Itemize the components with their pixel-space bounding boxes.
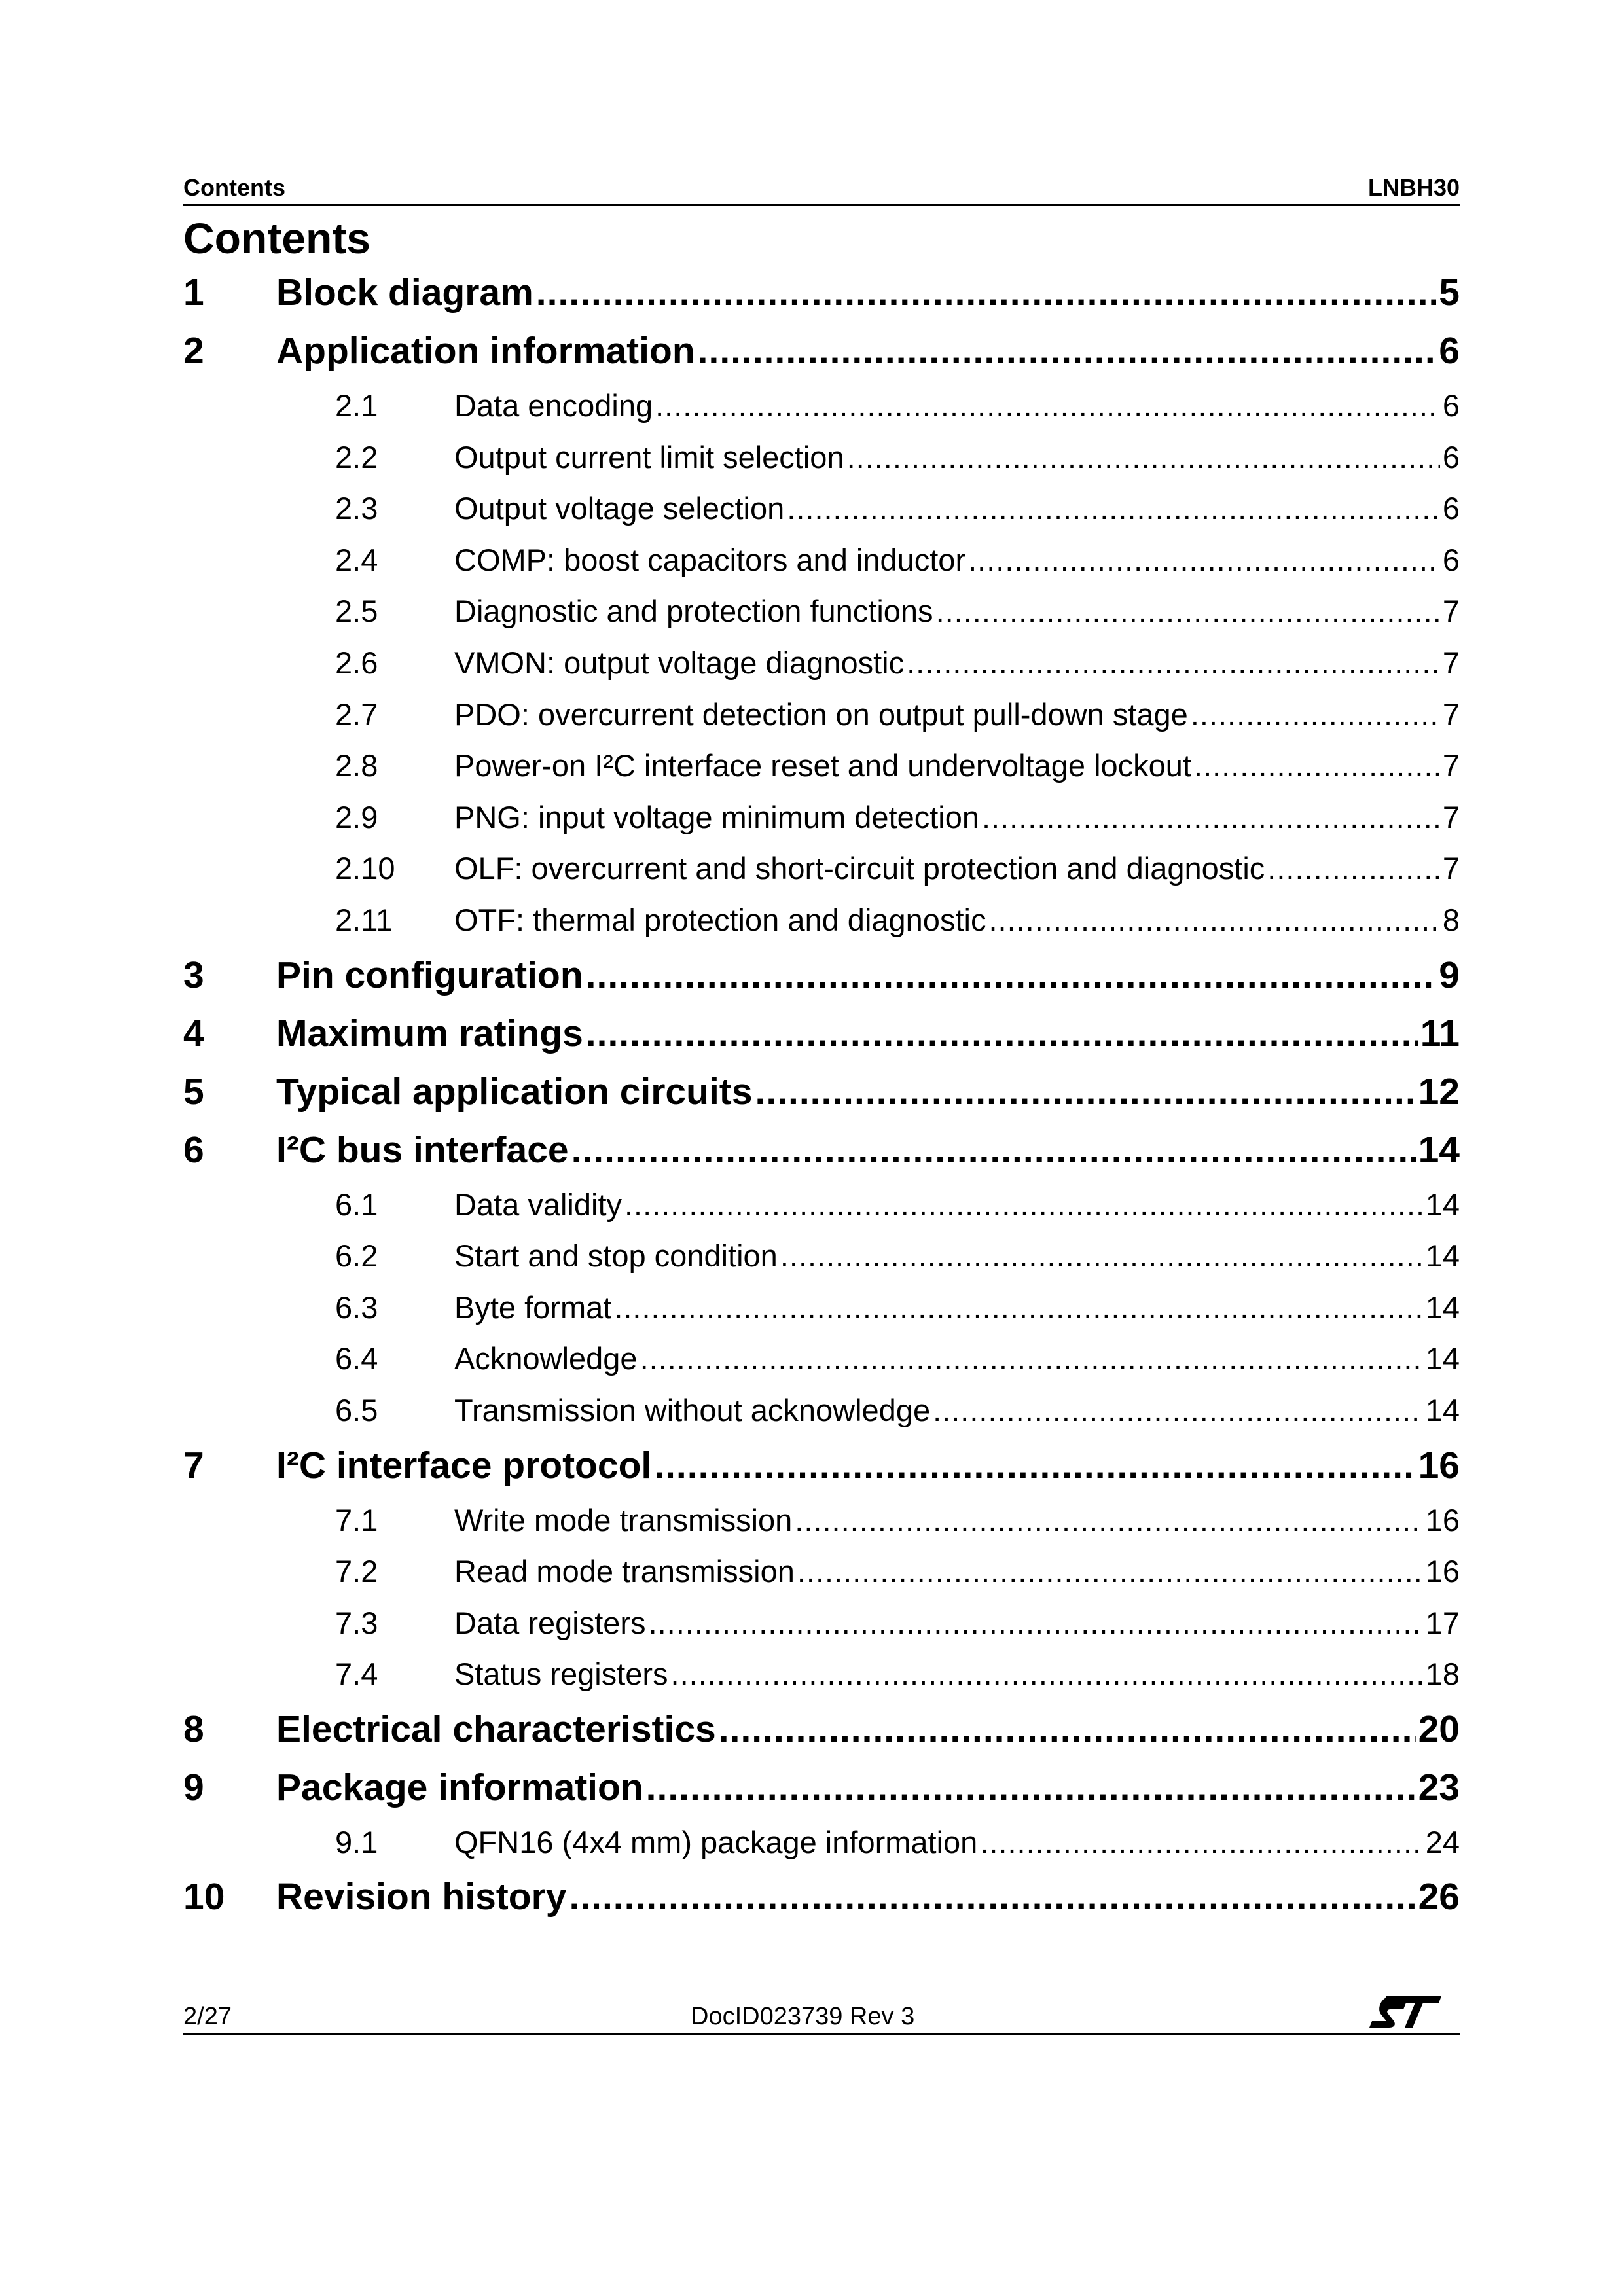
toc-leader [569, 1875, 1415, 1918]
toc-num: 2.7 [335, 696, 378, 732]
footer-doc-id: DocID023739 Rev 3 [691, 2003, 915, 2030]
toc-title: QFN16 (4x4 mm) package information [454, 1824, 978, 1859]
toc-entry-1[interactable] [183, 271, 1460, 329]
toc-num: 9 [183, 1766, 204, 1808]
toc-title: Package information [276, 1766, 643, 1808]
toc-entry-4[interactable] [183, 1012, 1460, 1070]
toc-title: Application information [276, 330, 695, 372]
toc-num: 5 [183, 1070, 204, 1113]
toc-leader [571, 1128, 1416, 1172]
toc-leader [655, 387, 1440, 423]
toc-title: PNG: input voltage minimum detection [454, 799, 979, 834]
toc-entry-6[interactable] [183, 1128, 1460, 1187]
toc-title: Maximum ratings [276, 1012, 583, 1054]
toc-leader [982, 799, 1440, 835]
toc-num: 2.9 [335, 799, 378, 834]
footer-page-number: 2/27 [183, 2003, 232, 2030]
toc-page: 16 [1425, 1502, 1460, 1537]
table-of-contents [183, 271, 1460, 1933]
toc-num: 2.3 [335, 491, 378, 526]
toc-leader [536, 271, 1437, 314]
toc-num: 7.1 [335, 1502, 378, 1537]
toc-entry-2-8[interactable] [183, 747, 1460, 799]
toc-entry-2-5[interactable] [183, 593, 1460, 645]
toc-num: 7.4 [335, 1657, 378, 1692]
toc-title: Data encoding [454, 388, 653, 423]
toc-page: 7 [1442, 594, 1460, 629]
toc-entry-2-4[interactable] [183, 542, 1460, 594]
toc-page: 16 [1418, 1444, 1460, 1486]
toc-num: 4 [183, 1012, 204, 1054]
toc-page: 7 [1442, 748, 1460, 783]
toc-leader [988, 902, 1439, 938]
toc-leader [719, 1708, 1416, 1751]
toc-leader [797, 1553, 1423, 1589]
toc-leader [698, 329, 1437, 372]
toc-page: 14 [1425, 1392, 1460, 1427]
toc-page: 24 [1425, 1824, 1460, 1859]
toc-entry-5[interactable] [183, 1070, 1460, 1128]
toc-entry-10[interactable] [183, 1875, 1460, 1933]
toc-page: 16 [1425, 1554, 1460, 1589]
toc-entry-6-3[interactable] [183, 1289, 1460, 1341]
toc-title: Data registers [454, 1605, 646, 1640]
toc-leader [980, 1824, 1422, 1860]
toc-leader [780, 1238, 1423, 1274]
toc-num: 2.2 [335, 439, 378, 475]
toc-title: PDO: overcurrent detection on output pull-down stage [454, 696, 1188, 732]
header-product: LNBH30 [1367, 174, 1460, 201]
toc-leader [936, 593, 1440, 629]
toc-num: 7.3 [335, 1605, 378, 1640]
toc-page: 8 [1442, 902, 1460, 937]
toc-entry-6-4[interactable] [183, 1340, 1460, 1392]
toc-title: Electrical characteristics [276, 1708, 716, 1750]
toc-title: COMP: boost capacitors and inductor [454, 542, 966, 577]
toc-num: 10 [183, 1876, 225, 1918]
toc-page: 14 [1425, 1238, 1460, 1274]
toc-num: 1 [183, 272, 204, 314]
toc-num: 2 [183, 330, 204, 372]
toc-page: 23 [1418, 1766, 1460, 1808]
toc-entry-9[interactable] [183, 1766, 1460, 1824]
toc-title: Power-on I²C interface reset and undervoltage lockout [454, 748, 1192, 783]
toc-entry-7-1[interactable] [183, 1502, 1460, 1554]
page-title: Contents [183, 214, 370, 262]
toc-num: 2.1 [335, 388, 378, 423]
toc-page: 7 [1442, 696, 1460, 732]
toc-leader [847, 439, 1440, 475]
toc-title: Block diagram [276, 272, 533, 314]
toc-page: 14 [1425, 1187, 1460, 1222]
toc-title: Pin configuration [276, 954, 583, 996]
toc-leader [968, 542, 1440, 578]
toc-num: 2.4 [335, 542, 378, 577]
header-section: Contents [183, 174, 285, 201]
toc-num: 6.3 [335, 1289, 378, 1325]
toc-title: Write mode transmission [454, 1502, 793, 1537]
toc-title: Data validity [454, 1187, 622, 1222]
toc-num: 2.8 [335, 748, 378, 783]
toc-leader [671, 1656, 1423, 1692]
toc-title: Start and stop condition [454, 1238, 778, 1274]
toc-num: 6 [183, 1128, 204, 1171]
toc-num: 2.10 [335, 851, 395, 886]
toc-page: 7 [1442, 645, 1460, 680]
document-page [183, 0, 1460, 2296]
toc-leader [624, 1187, 1423, 1223]
toc-entry-7-4[interactable] [183, 1656, 1460, 1708]
toc-entry-2-6[interactable] [183, 645, 1460, 696]
toc-entry-2-3[interactable] [183, 490, 1460, 542]
toc-page: 7 [1442, 799, 1460, 834]
toc-title: Transmission without acknowledge [454, 1392, 931, 1427]
toc-leader [795, 1502, 1422, 1538]
toc-leader [755, 1070, 1415, 1113]
toc-title: Diagnostic and protection functions [454, 594, 933, 629]
toc-entry-7-2[interactable] [183, 1553, 1460, 1605]
toc-title: I²C interface protocol [276, 1444, 652, 1486]
st-logo-icon [1367, 1994, 1444, 2030]
toc-leader [933, 1392, 1423, 1428]
toc-title: Typical application circuits [276, 1070, 753, 1113]
toc-title: OLF: overcurrent and short-circuit protection and diagnostic [454, 851, 1265, 886]
toc-title: I²C bus interface [276, 1128, 569, 1171]
toc-title: Read mode transmission [454, 1554, 795, 1589]
toc-entry-9-1[interactable] [183, 1824, 1460, 1876]
toc-page: 17 [1425, 1605, 1460, 1640]
toc-page: 6 [1442, 388, 1460, 423]
toc-page: 7 [1442, 851, 1460, 886]
toc-entry-2-10[interactable] [183, 850, 1460, 902]
toc-page: 26 [1418, 1876, 1460, 1918]
toc-page: 14 [1425, 1341, 1460, 1376]
toc-entry-8[interactable] [183, 1708, 1460, 1766]
toc-num: 2.6 [335, 645, 378, 680]
toc-num: 6.5 [335, 1392, 378, 1427]
toc-title: Status registers [454, 1657, 668, 1692]
toc-num: 6.4 [335, 1341, 378, 1376]
toc-leader [1267, 850, 1440, 886]
toc-page: 6 [1442, 542, 1460, 577]
toc-leader [586, 1012, 1418, 1055]
toc-title: VMON: output voltage diagnostic [454, 645, 905, 680]
toc-leader [646, 1766, 1416, 1809]
toc-title: Revision history [276, 1876, 567, 1918]
toc-entry-6-5[interactable] [183, 1392, 1460, 1444]
toc-entry-6-2[interactable] [183, 1238, 1460, 1289]
toc-page: 20 [1418, 1708, 1460, 1750]
toc-leader [1191, 696, 1440, 732]
toc-page: 12 [1418, 1070, 1460, 1113]
toc-page: 14 [1418, 1128, 1460, 1171]
toc-leader [649, 1605, 1423, 1641]
toc-entry-2-2[interactable] [183, 439, 1460, 491]
toc-num: 7 [183, 1444, 204, 1486]
page-header [183, 172, 1460, 206]
toc-entry-2-11[interactable] [183, 902, 1460, 954]
toc-entry-2[interactable] [183, 329, 1460, 387]
toc-leader [787, 490, 1440, 526]
toc-title: OTF: thermal protection and diagnostic [454, 902, 986, 937]
toc-entry-2-7[interactable] [183, 696, 1460, 748]
toc-title: Byte format [454, 1289, 612, 1325]
toc-entry-7-3[interactable] [183, 1605, 1460, 1657]
toc-num: 2.5 [335, 594, 378, 629]
toc-num: 3 [183, 954, 204, 996]
toc-page: 6 [1442, 491, 1460, 526]
page-footer [183, 1994, 1460, 2035]
toc-title: Acknowledge [454, 1341, 638, 1376]
toc-page: 11 [1420, 1012, 1460, 1054]
toc-page: 14 [1425, 1289, 1460, 1325]
toc-title: Output voltage selection [454, 491, 785, 526]
toc-entry-2-1[interactable] [183, 387, 1460, 439]
toc-leader [654, 1444, 1415, 1487]
toc-page: 18 [1425, 1657, 1460, 1692]
toc-page: 6 [1439, 330, 1460, 372]
toc-title: Output current limit selection [454, 439, 844, 475]
toc-leader [586, 954, 1437, 997]
toc-page: 9 [1439, 954, 1460, 996]
toc-leader [1194, 747, 1440, 783]
toc-leader [614, 1289, 1422, 1325]
toc-num: 8 [183, 1708, 204, 1750]
toc-num: 7.2 [335, 1554, 378, 1589]
toc-leader [907, 645, 1440, 681]
toc-num: 2.11 [335, 902, 393, 937]
toc-leader [640, 1340, 1423, 1376]
toc-entry-2-9[interactable] [183, 799, 1460, 851]
toc-entry-7[interactable] [183, 1444, 1460, 1502]
toc-entry-6-1[interactable] [183, 1187, 1460, 1238]
toc-num: 6.2 [335, 1238, 378, 1274]
toc-num: 9.1 [335, 1824, 378, 1859]
toc-page: 5 [1439, 272, 1460, 314]
toc-page: 6 [1442, 439, 1460, 475]
toc-num: 6.1 [335, 1187, 378, 1222]
toc-entry-3[interactable] [183, 954, 1460, 1012]
